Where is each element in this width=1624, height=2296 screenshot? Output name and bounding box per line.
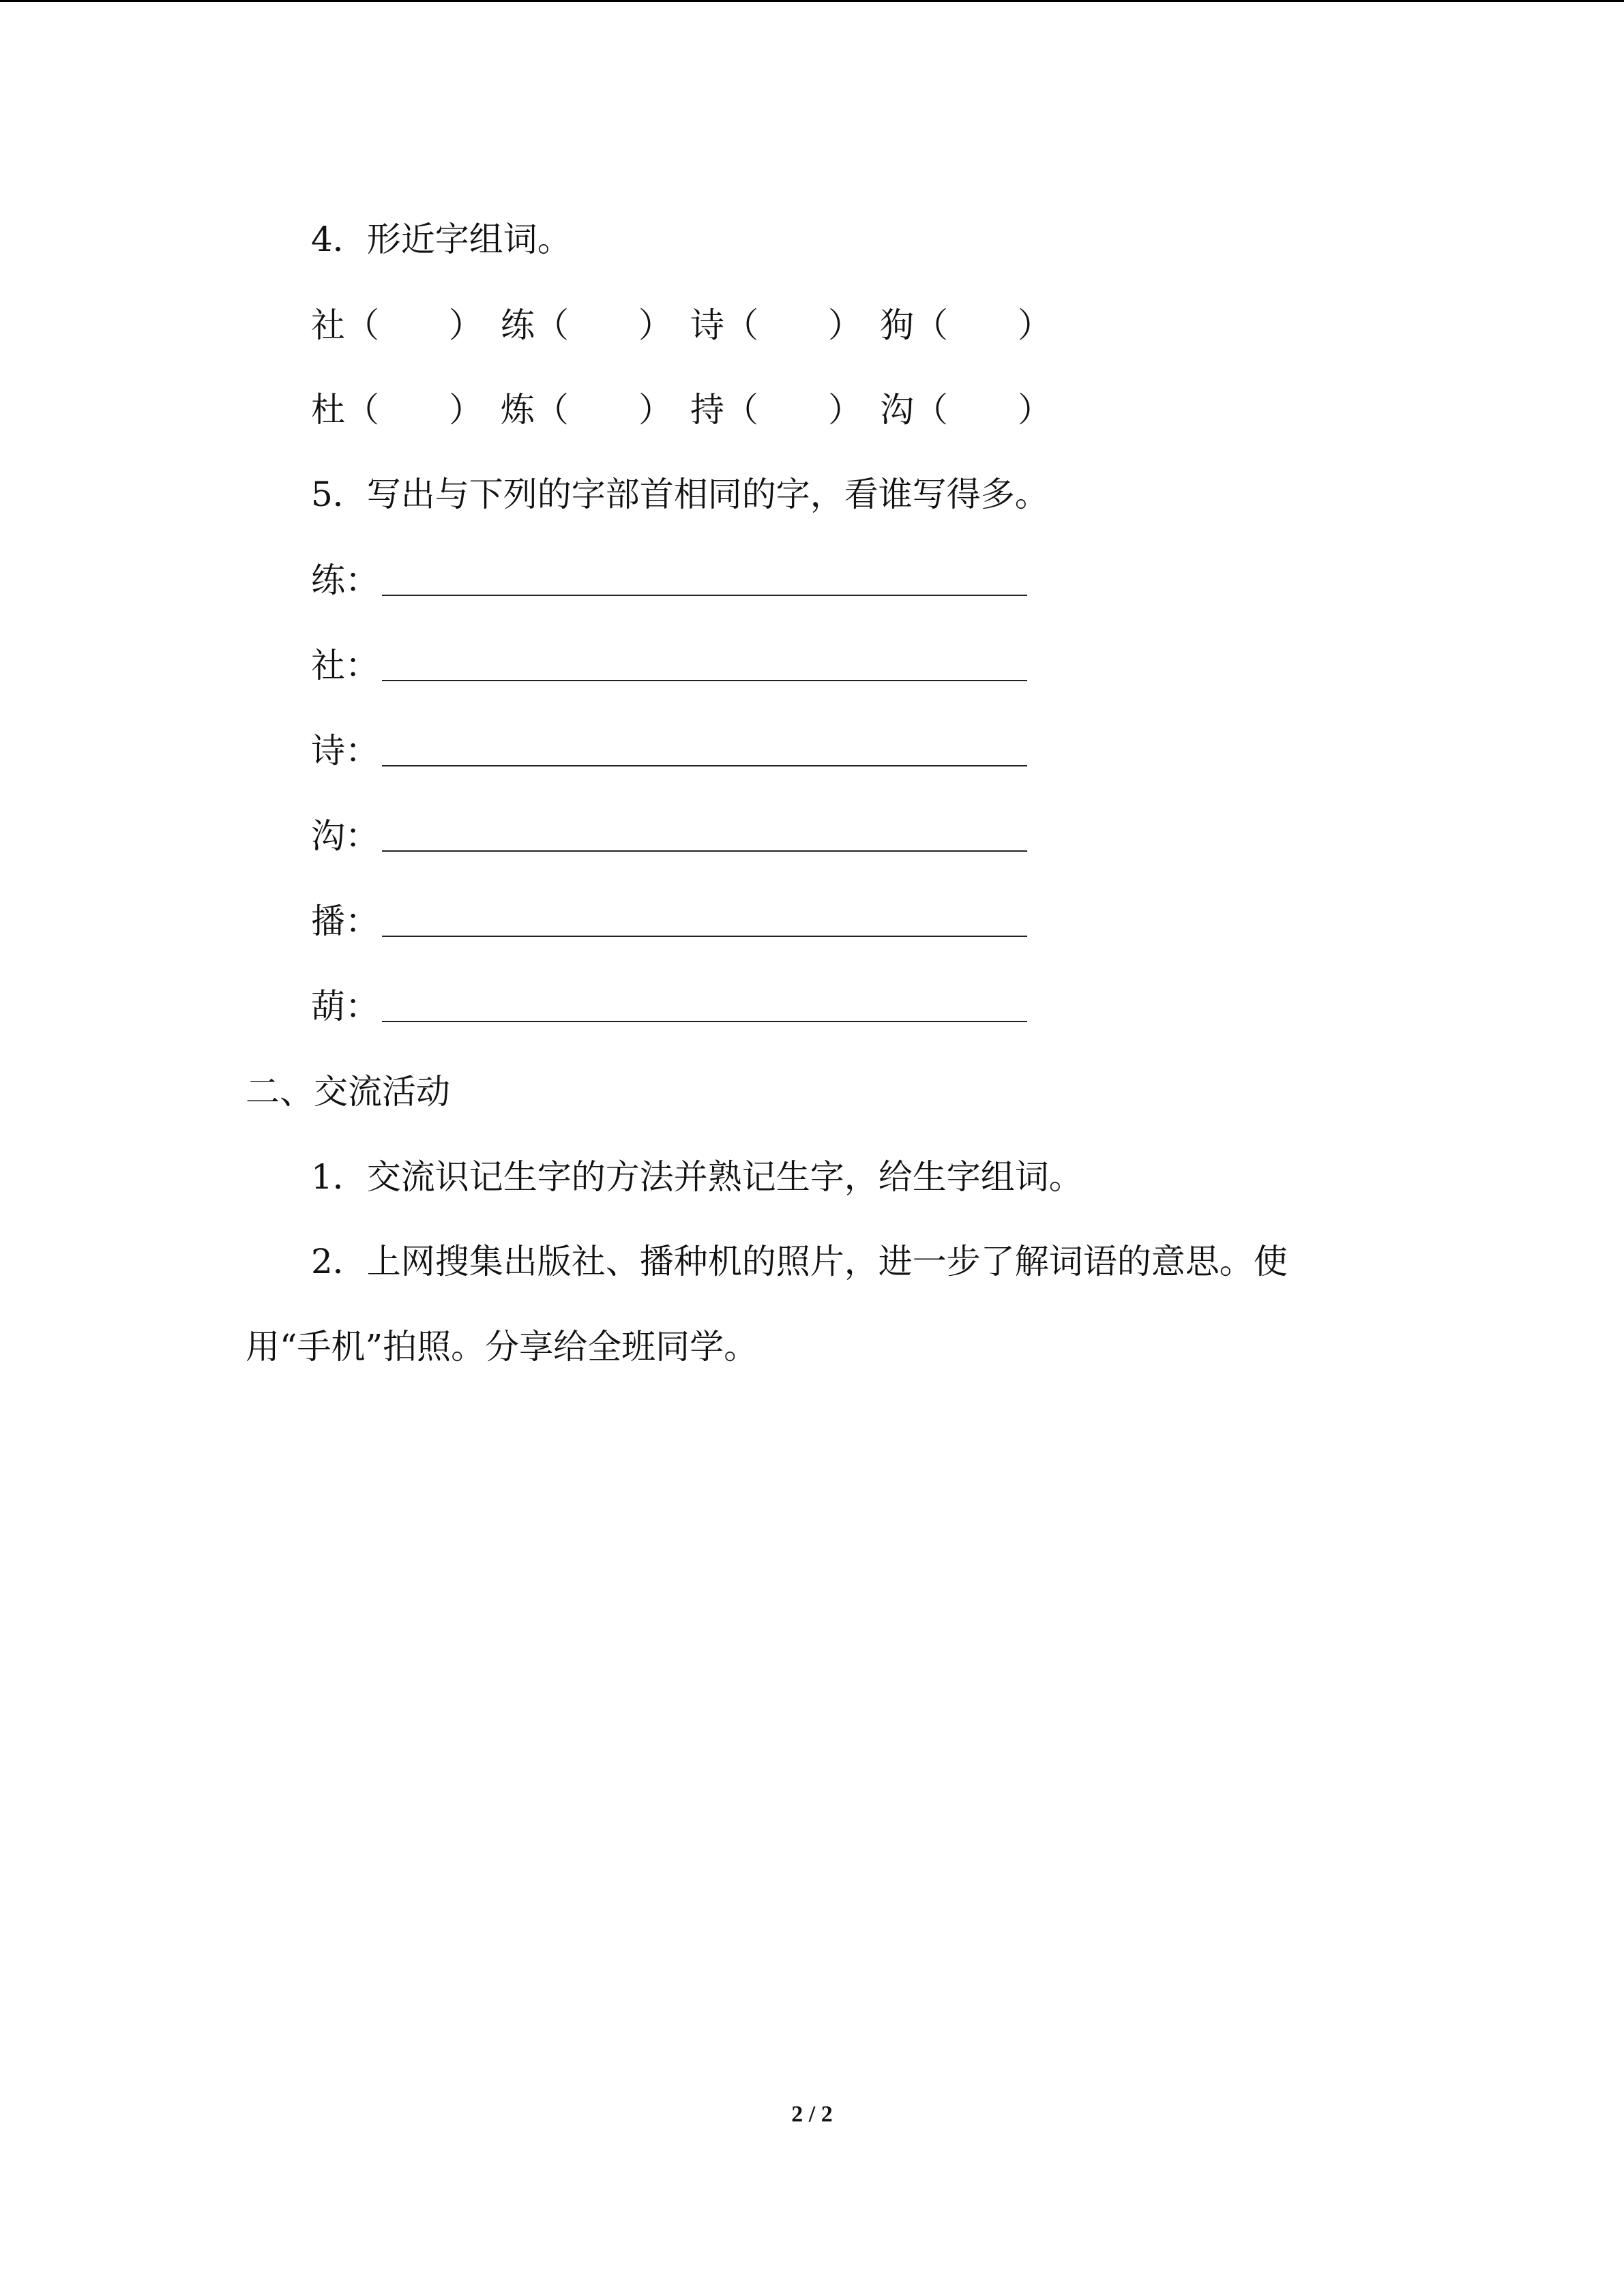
q5-row: 播 ：: [311, 897, 1027, 945]
q5-character: 葫: [311, 987, 345, 1026]
q5-character: 社: [311, 646, 345, 685]
top-border: [0, 0, 1624, 2]
page-number: 2 / 2: [791, 2102, 833, 2127]
answer-line[interactable]: [382, 680, 1027, 681]
q4-pair: 练 （ ）: [501, 301, 690, 349]
q4-pair: 沟 （ ）: [880, 386, 1069, 434]
q4-pair: 狗 （ ）: [880, 301, 1069, 349]
q5-title: 5．写出与下列的字部首相同的字，看谁写得多。: [311, 475, 1049, 514]
q4-pair: 炼 （ ）: [501, 386, 690, 434]
q4-row-2: [311, 386, 1069, 434]
answer-line[interactable]: [382, 850, 1027, 852]
answer-line[interactable]: [382, 936, 1027, 937]
q4-character: 炼: [501, 390, 535, 430]
activity-item-1: 1．交流识记生字的方法并熟记生字，给生字组词。: [311, 1157, 1083, 1197]
q4-character: 狗: [880, 305, 914, 345]
q5-row: 沟 ：: [311, 812, 1027, 860]
q5-character: 诗: [311, 731, 345, 771]
q4-character: 沟: [880, 390, 914, 430]
q4-title: 4．形近字组词。: [311, 220, 572, 259]
q5-character: 播: [311, 901, 345, 941]
answer-line[interactable]: [382, 595, 1027, 596]
q5-row: 诗 ：: [311, 727, 1027, 775]
activity-item-2: 2．上网搜集出版社、播种机的照片，进一步了解词语的意思。使: [311, 1242, 1288, 1281]
activity-item-2-continued: 用“手机”拍照。分享给全班同学。: [246, 1327, 758, 1367]
q4-pair: 杜 （ ）: [311, 386, 501, 434]
answer-line[interactable]: [382, 1021, 1027, 1022]
q4-character: 社: [311, 305, 345, 345]
q5-row: 社 ：: [311, 642, 1027, 689]
q5-row: 练 ：: [311, 556, 1027, 604]
q5-row: 葫 ：: [311, 983, 1027, 1030]
q5-character: 沟: [311, 816, 345, 856]
q4-character: 杜: [311, 390, 345, 430]
q4-row-1: [311, 301, 1069, 349]
q4-character: 练: [501, 305, 535, 345]
answer-line[interactable]: [382, 765, 1027, 766]
q4-character: 诗: [690, 305, 724, 345]
section-heading: 二、交流活动: [246, 1072, 450, 1112]
q4-pair: 诗 （ ）: [690, 301, 880, 349]
q5-character: 练: [311, 561, 345, 600]
q4-pair: 持 （ ）: [690, 386, 880, 434]
q4-pair: 社 （ ）: [311, 301, 501, 349]
q4-character: 持: [690, 390, 724, 430]
